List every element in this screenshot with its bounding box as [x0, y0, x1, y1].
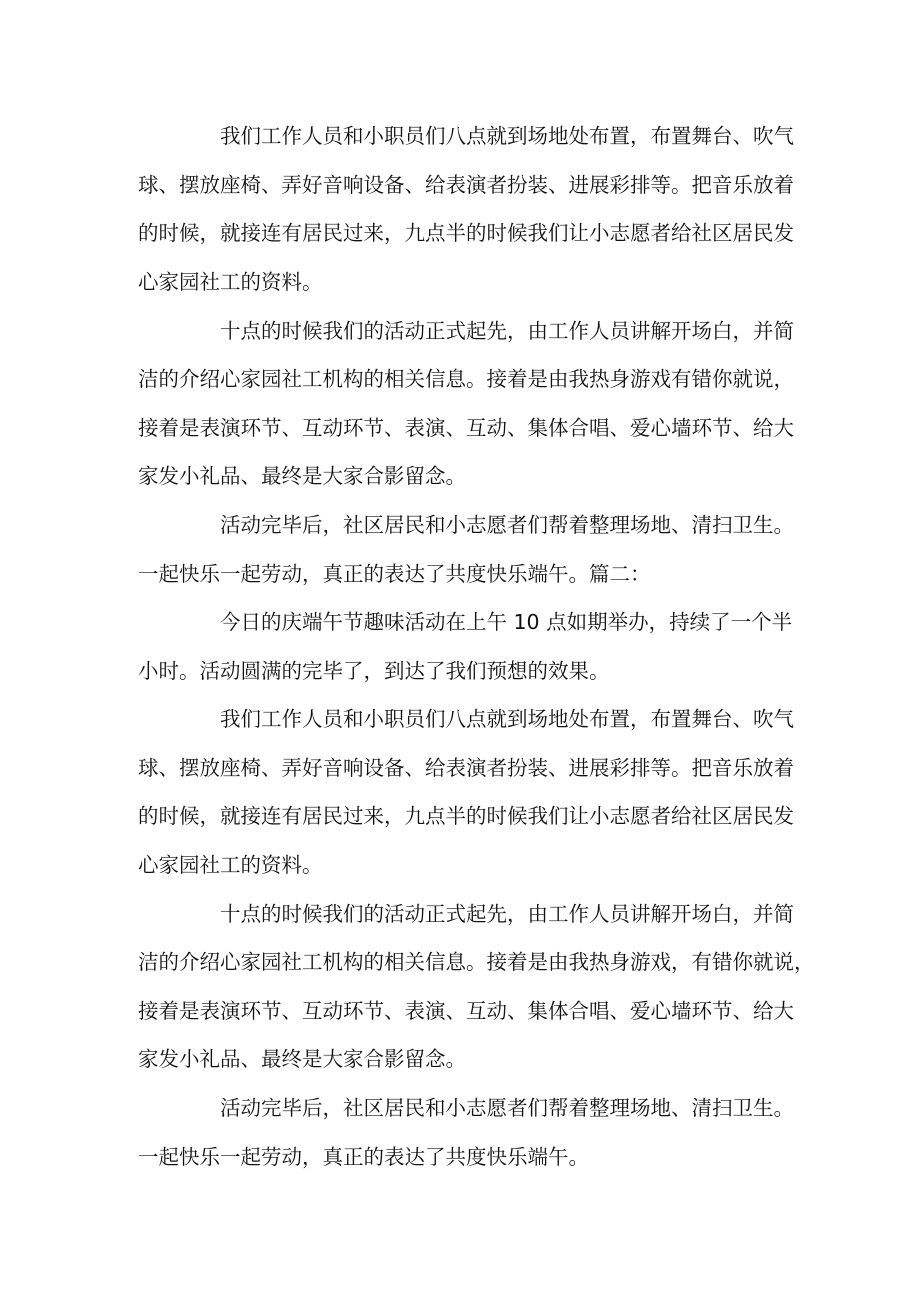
text-line: 心家园社工的资料。 [138, 853, 323, 877]
text-line: 一起快乐一起劳动，真正的表达了共度快乐端午。篇二： [138, 562, 651, 586]
text-line: 接着是表演环节、互动环节、表演、互动、集体合唱、爱心墙环节、给大 [138, 999, 794, 1023]
text-line: 我们工作人员和小职员们八点就到场地处布置，布置舞台、吹气 [220, 124, 794, 148]
text-line: 十点的时候我们的活动正式起先，由工作人员讲解开场白，并简 [220, 902, 794, 926]
text-line: 今日的庆端午节趣味活动在上午 10 点如期举办，持续了一个半 [220, 610, 793, 634]
text-line: 一起快乐一起劳动，真正的表达了共度快乐端午。 [138, 1145, 589, 1169]
text-line: 活动完毕后，社区居民和小志愿者们帮着整理场地、清扫卫生。 [220, 513, 794, 537]
text-line: 活动完毕后，社区居民和小志愿者们帮着整理场地、清扫卫生。 [220, 1096, 794, 1120]
text-line: 洁的介绍心家园社工机构的相关信息。接着是由我热身游戏，有错你就说， [138, 950, 815, 974]
text-line: 家发小礼品、最终是大家合影留念。 [138, 1047, 466, 1071]
text-line: 球、摆放座椅、弄好音响设备、给表演者扮装、进展彩排等。把音乐放着 [138, 756, 794, 780]
text-line: 的时候，就接连有居民过来，九点半的时候我们让小志愿者给社区居民发 [138, 221, 794, 245]
text-line: 十点的时候我们的活动正式起先，由工作人员讲解开场白，并简 [220, 319, 794, 343]
text-line: 心家园社工的资料。 [138, 270, 323, 294]
text-line: 洁的介绍心家园社工机构的相关信息。接着是由我热身游戏有错你就说， [138, 367, 794, 391]
text-line: 小时。活动圆满的完毕了，到达了我们预想的效果。 [138, 659, 610, 683]
text-line: 家发小礼品、最终是大家合影留念。 [138, 464, 466, 488]
text-line: 我们工作人员和小职员们八点就到场地处布置，布置舞台、吹气 [220, 707, 794, 731]
text-line: 接着是表演环节、互动环节、表演、互动、集体合唱、爱心墙环节、给大 [138, 416, 794, 440]
text-line: 球、摆放座椅、弄好音响设备、给表演者扮装、进展彩排等。把音乐放着 [138, 173, 794, 197]
text-line: 的时候，就接连有居民过来，九点半的时候我们让小志愿者给社区居民发 [138, 804, 794, 828]
